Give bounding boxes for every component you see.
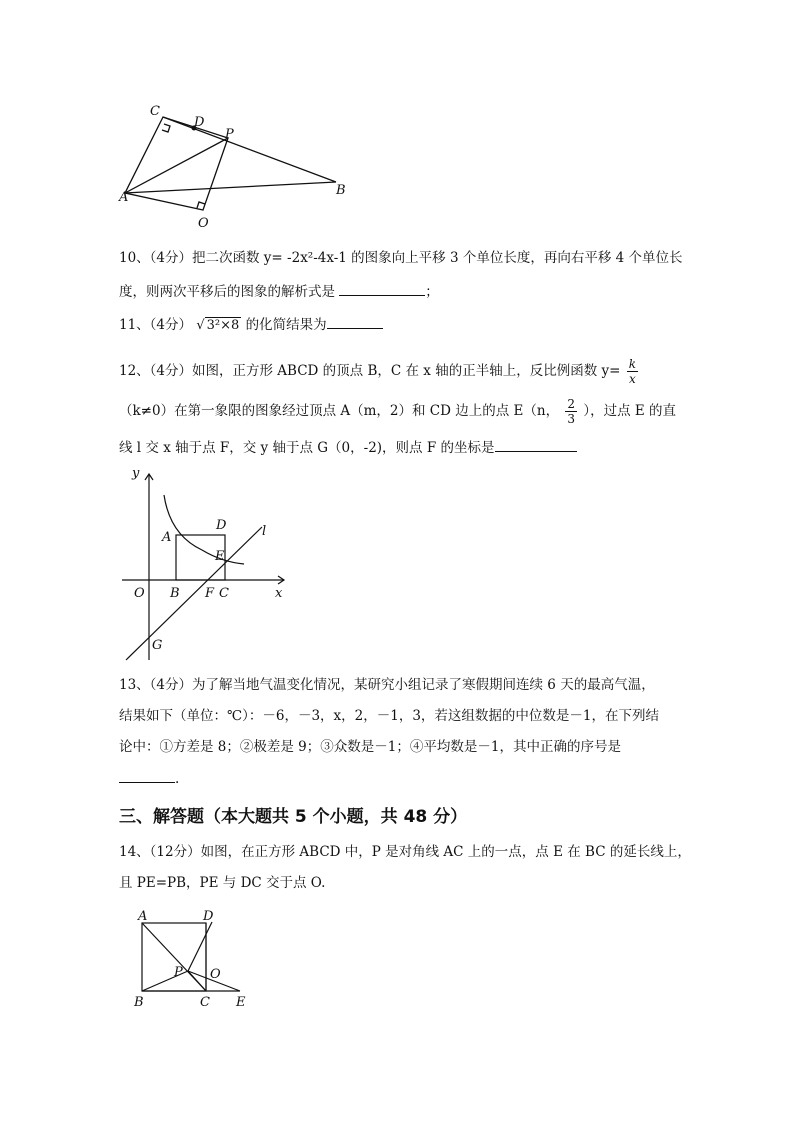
- label-o: O: [134, 586, 145, 601]
- frac-num-2: 2: [567, 397, 576, 411]
- label-a: A: [138, 909, 148, 924]
- frac-num-k: k: [628, 357, 637, 371]
- figure-square-abcd: [128, 908, 258, 1020]
- question-13-line3: 论中：①方差是 8；②极差是 9；③众数是－1；④平均数是－1，其中正确的序号是: [119, 739, 621, 755]
- segment-pd: [188, 922, 212, 971]
- label-e: E: [215, 549, 225, 564]
- question-13-line1: 13、（4分）为了解当地气温变化情况，某研究小组记录了寒假期间连续 6 天的最高气温，: [119, 677, 655, 693]
- label-g: G: [152, 638, 163, 653]
- question-10-line1: 10、（4分）把二次函数 y= -2x²-4x-1 的图象向上平移 3 个单位长度，再向右平移 4 个单位长: [119, 250, 683, 266]
- frac-den-3: 3: [567, 412, 576, 426]
- label-o: O: [198, 216, 209, 231]
- answer-blank-10[interactable]: [339, 281, 425, 296]
- question-10-line2: [119, 281, 439, 302]
- question-12-text1: 12、（4分）如图，正方形 ABCD 的顶点 B，C 在 x 轴的正半轴上，反比例函数 y=: [119, 363, 621, 379]
- question-12-line3: [119, 437, 577, 458]
- figure-coordinate-plane: [112, 460, 302, 665]
- question-12-line1: [119, 357, 640, 386]
- label-o: O: [210, 967, 221, 982]
- question-14-line1: 14、（12分）如图，在正方形 ABCD 中，P 是对角线 AC 上的一点，点 E 在 BC 的延长线上，: [119, 844, 691, 860]
- label-d: D: [216, 518, 227, 533]
- question-11: [119, 314, 383, 336]
- label-b: B: [134, 995, 144, 1010]
- label-e: E: [236, 995, 246, 1010]
- question-13-line4: [119, 768, 179, 789]
- label-b: B: [336, 183, 346, 198]
- label-l: l: [262, 524, 267, 539]
- label-d: D: [203, 909, 214, 924]
- answer-blank-11[interactable]: [327, 314, 383, 329]
- label-c: C: [150, 104, 160, 119]
- figure-triangle-rectangle: [110, 100, 360, 235]
- question-12-line2: [119, 397, 676, 426]
- label-y: y: [132, 466, 140, 481]
- answer-blank-13[interactable]: [119, 768, 175, 783]
- frac-den-x: x: [628, 372, 636, 386]
- rectangle-aopc: [125, 117, 228, 210]
- label-a: A: [119, 190, 129, 205]
- question-12-text3: 线 l 交 x 轴于点 F，交 y 轴于点 G（0，-2)，则点 F 的坐标是: [119, 440, 495, 456]
- question-11-prefix: 11、（4分）: [119, 317, 193, 333]
- label-x: x: [275, 586, 283, 601]
- sqrt-expression: √ 3²×8: [196, 317, 240, 333]
- question-14-line2: 且 PE=PB，PE 与 DC 交于点 O.: [119, 875, 326, 891]
- label-p: P: [174, 965, 183, 980]
- segment-ab: [125, 182, 336, 193]
- label-p: P: [225, 127, 234, 142]
- answer-blank-12[interactable]: [495, 437, 577, 452]
- label-f: F: [205, 586, 215, 601]
- question-12-text2b: ），过点 E 的直: [583, 403, 677, 419]
- label-a: A: [162, 530, 172, 545]
- line-l: [126, 527, 262, 660]
- question-10-text: 度，则两次平移后的图象的解析式是: [119, 284, 335, 300]
- section-heading: 三、解答题（本大题共 5 个小题，共 48 分）: [119, 807, 468, 827]
- fraction-k-over-x: [627, 357, 638, 386]
- segment-ap: [125, 138, 228, 193]
- label-c: C: [219, 586, 229, 601]
- label-c: C: [200, 995, 210, 1010]
- question-11-suffix: 的化简结果为: [245, 317, 327, 333]
- label-b: B: [170, 586, 180, 601]
- question-13-tail: .: [175, 771, 180, 787]
- radicand: 3²×8: [206, 317, 240, 333]
- fraction-2-over-3: [565, 397, 577, 426]
- label-d: D: [194, 115, 205, 130]
- question-13-line2: 结果如下（单位：℃）：－6，－3，x，2，－1，3，若这组数据的中位数是－1，在下列结: [119, 708, 659, 724]
- segment-cb: [163, 117, 336, 182]
- question-10-tail: ；: [425, 284, 439, 300]
- question-12-text2a: （k≠0）在第一象限的图象经过顶点 A（m，2）和 CD 边上的点 E（n，: [119, 403, 560, 419]
- right-angle-c: [162, 124, 170, 132]
